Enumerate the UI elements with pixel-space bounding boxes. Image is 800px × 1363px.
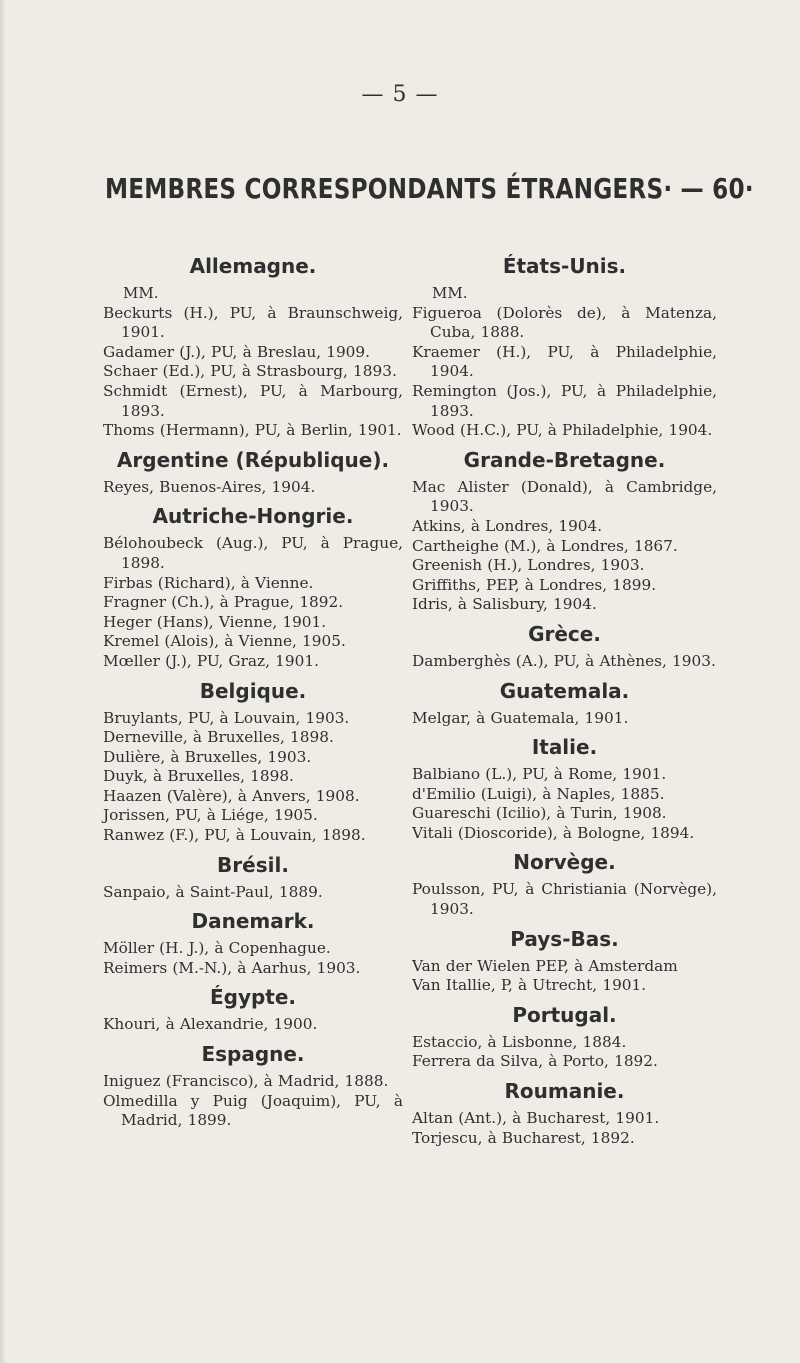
member-entry: Figueroa (Dolorès de), à Matenza, Cuba, 1888.: [412, 303, 717, 342]
country-section-norvege: [412, 849, 717, 919]
member-entry: Heger (Hans), Vienne, 1901.: [103, 612, 327, 631]
country-section-argentine-republique: [103, 447, 403, 498]
member-entry: Wood (H.C.), PU, à Philadelphie, 1904.: [412, 421, 713, 440]
member-entry: Melgar, à Guatemala, 1901.: [412, 708, 629, 727]
member-entry: Fragner (Ch.), à Prague, 1892.: [103, 593, 344, 612]
member-entry: Schmidt (Ernest), PU, à Marbourg, 1893.: [103, 381, 403, 420]
country-heading: Italie.: [531, 735, 598, 760]
country-heading: Danemark.: [191, 909, 315, 934]
member-entry: Khouri, à Alexandrie, 1900.: [103, 1015, 318, 1034]
member-entry: Beckurts (H.), PU, à Braunschweig, 1901.: [103, 303, 403, 342]
member-entry: Bélohoubeck (Aug.), PU, à Prague, 1898.: [103, 534, 403, 572]
country-section-allemagne: [103, 253, 403, 441]
left-column: [103, 247, 403, 1131]
member-entry: Firbas (Richard), à Vienne.: [103, 573, 314, 592]
country-heading: Brésil.: [217, 852, 289, 877]
country-section-danemark: [103, 908, 403, 978]
member-entry: Balbiano (L.), PU, à Rome, 1901.: [412, 765, 667, 784]
member-entry: Kraemer (H.), PU, à Philadelphie, 1904.: [412, 342, 717, 381]
member-entry: Griffiths, PEP, à Londres, 1899.: [412, 575, 657, 594]
member-entry: Guareschi (Icilio), à Turin, 1908.: [412, 804, 667, 823]
member-entry: Sanpaio, à Saint-Paul, 1889.: [103, 882, 323, 901]
salutation-label: MM.: [432, 284, 468, 302]
member-entry: Iniguez (Francisco), à Madrid, 1888.: [103, 1072, 389, 1091]
country-heading: Portugal.: [512, 1002, 617, 1027]
country-section-roumanie: [412, 1078, 717, 1148]
member-entry: Ranwez (F.), PU, à Louvain, 1898.: [103, 826, 366, 845]
country-heading: Argentine (République).: [116, 447, 390, 472]
member-entry: Kremel (Alois), à Vienne, 1905.: [103, 632, 346, 651]
country-section-egypte: [103, 984, 403, 1035]
country-section-bresil: [103, 852, 403, 903]
country-heading: Grande-Bretagne.: [463, 447, 666, 472]
country-section-grande-bretagne: [412, 447, 717, 615]
member-entry: Estaccio, à Lisbonne, 1884.: [412, 1032, 627, 1051]
country-heading: Espagne.: [201, 1042, 305, 1067]
member-entry: Remington (Jos.), PU, à Philadelphie, 1893.: [412, 381, 717, 420]
member-entry: Möller (H. J.), à Copenhague.: [103, 939, 331, 958]
member-entry: Ferrera da Silva, à Porto, 1892.: [412, 1052, 658, 1071]
member-entry: Olmedilla y Puig (Joaquim), PU, à Madrid, 1899.: [103, 1091, 403, 1130]
member-entry: Dulière, à Bruxelles, 1903.: [103, 747, 312, 766]
member-entry: Thoms (Hermann), PU, à Berlin, 1901.: [103, 421, 402, 440]
member-entry: Jorissen, PU, à Liége, 1905.: [103, 806, 318, 825]
member-entry: Derneville, à Bruxelles, 1898.: [103, 728, 334, 747]
member-entry: Gadamer (J.), PU, à Breslau, 1909.: [103, 342, 371, 361]
page-number: — 5 —: [361, 82, 439, 107]
member-entry: Haazen (Valère), à Anvers, 1908.: [103, 786, 360, 805]
country-heading: Norvège.: [513, 850, 616, 875]
member-entry: d'Emilio (Luigi), à Naples, 1885.: [412, 784, 665, 803]
member-entry: Cartheighe (M.), à Londres, 1867.: [412, 536, 678, 555]
member-entry: Van Itallie, P, à Utrecht, 1901.: [412, 976, 647, 995]
country-section-guatemala: [412, 678, 717, 729]
member-entry: Torjescu, à Bucharest, 1892.: [412, 1128, 635, 1147]
salutation-label: MM.: [123, 284, 159, 302]
country-section-grece: [412, 621, 717, 672]
right-column: [412, 247, 717, 1148]
country-heading: Autriche-Hongrie.: [152, 504, 354, 529]
member-entry: Vitali (Dioscoride), à Bologne, 1894.: [412, 823, 695, 842]
country-heading: Pays-Bas.: [510, 926, 619, 951]
member-entry: Atkins, à Londres, 1904.: [412, 516, 603, 535]
country-heading: Grèce.: [528, 621, 601, 646]
member-entry: Mœller (J.), PU, Graz, 1901.: [103, 651, 319, 670]
country-section-belgique: [103, 678, 403, 846]
country-section-autriche-hongrie: [103, 503, 403, 671]
country-section-espagne: [103, 1041, 403, 1131]
member-entry: Bruylants, PU, à Louvain, 1903.: [103, 708, 350, 727]
member-entry: Damberghès (A.), PU, à Athènes, 1903.: [412, 651, 716, 670]
country-section-italie: [412, 734, 717, 843]
country-section-portugal: [412, 1002, 717, 1072]
member-entry: Reimers (M.-N.), à Aarhus, 1903.: [103, 958, 361, 977]
country-section-pays-bas: [412, 926, 717, 996]
member-entry: Reyes, Buenos-Aires, 1904.: [103, 477, 316, 496]
country-section-etats-unis: [412, 253, 717, 441]
member-entry: Duyk, à Bruxelles, 1898.: [103, 767, 294, 786]
member-entry: Schaer (Ed.), PU, à Strasbourg, 1893.: [103, 362, 397, 381]
member-entry: Mac Alister (Donald), à Cambridge, 1903.: [412, 477, 717, 516]
country-heading: Roumanie.: [504, 1079, 625, 1104]
country-heading: Guatemala.: [499, 678, 630, 703]
country-heading: Belgique.: [199, 678, 307, 703]
country-heading: Égypte.: [209, 985, 297, 1010]
member-entry: Van der Wielen PEP, à Amsterdam: [412, 956, 678, 975]
page-title: MEMBRES CORRESPONDANTS ÉTRANGERS· — 60·: [105, 172, 754, 205]
member-entry: Altan (Ant.), à Bucharest, 1901.: [412, 1109, 660, 1128]
member-entry: Idris, à Salisbury, 1904.: [412, 595, 597, 614]
member-entry: Poulsson, PU, à Christiania (Norvège), 1903.: [412, 880, 717, 919]
member-entry: Greenish (H.), Londres, 1903.: [412, 556, 645, 575]
country-heading: États-Unis.: [502, 254, 627, 278]
country-heading: Allemagne.: [189, 254, 317, 278]
page-edge: [0, 0, 6, 1363]
